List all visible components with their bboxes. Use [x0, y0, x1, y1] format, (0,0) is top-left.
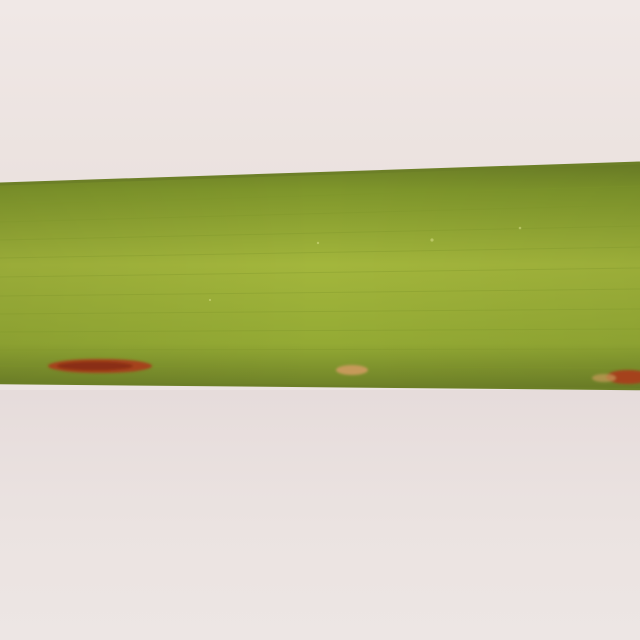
- edge-lesion-halo: [592, 374, 616, 382]
- small-lesion: [336, 365, 368, 375]
- large-lesion-core: [57, 362, 133, 371]
